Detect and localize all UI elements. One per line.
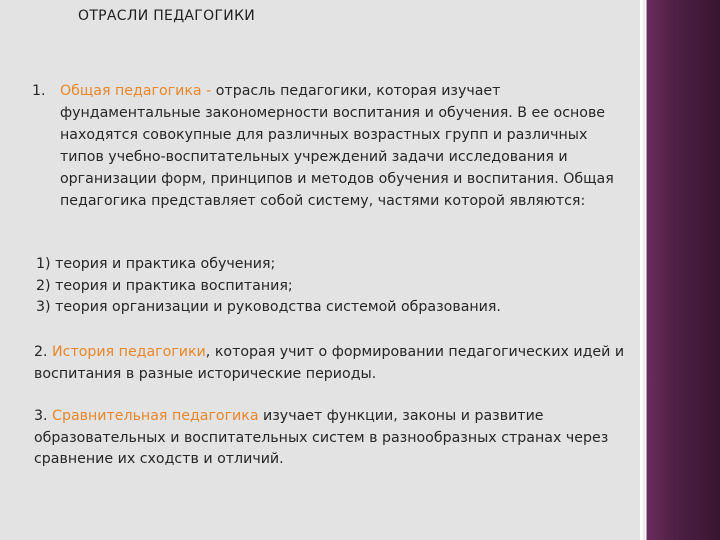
paragraph-history-pedagogy <box>34 342 634 385</box>
term-general-pedagogy: Общая педагогика <box>60 83 202 99</box>
decorative-side-band <box>640 0 720 540</box>
paragraph-number: 2. <box>34 344 53 360</box>
list-item: 1) теория и практика обучения; <box>36 256 276 272</box>
term-comparative-pedagogy: Сравнительная педагогика <box>52 408 259 424</box>
term-history-pedagogy: История педагогики <box>52 344 206 360</box>
slide-title: ОТРАСЛИ ПЕДАГОГИКИ <box>78 8 256 24</box>
list-item: 2) теория и практика воспитания; <box>36 277 293 294</box>
paragraph-number: 1. <box>32 83 46 99</box>
paragraph-number: 3. <box>34 408 53 424</box>
paragraph-body: изучает функции, законы и развитие образовательных и воспитательных систем в разнообразных странах через сравнение их сходств и отличий. <box>34 408 609 467</box>
paragraph-body: отрасль педагогики, которая изучает фундаментальные закономерности воспитания и обучения. В ее основе находятся совокупные для различных возрастных групп и различных типов учебно-воспитательных учреждений задачи исследования и организации форм, принципов и методов обучения и воспитания. Общая педагогика представляет собой систему, частями которой являются: <box>60 83 614 209</box>
term-dash: - <box>201 83 216 99</box>
paragraph-comparative-pedagogy <box>34 406 634 471</box>
list-item: 3) теория организации и руководства системой образования. <box>36 299 501 315</box>
components-list <box>36 254 626 319</box>
paragraph-text <box>60 80 622 212</box>
paragraph-general-pedagogy <box>32 80 622 212</box>
paragraph-body: , которая учит о формировании педагогических идей и воспитания в разные исторические периоды. <box>34 344 625 382</box>
